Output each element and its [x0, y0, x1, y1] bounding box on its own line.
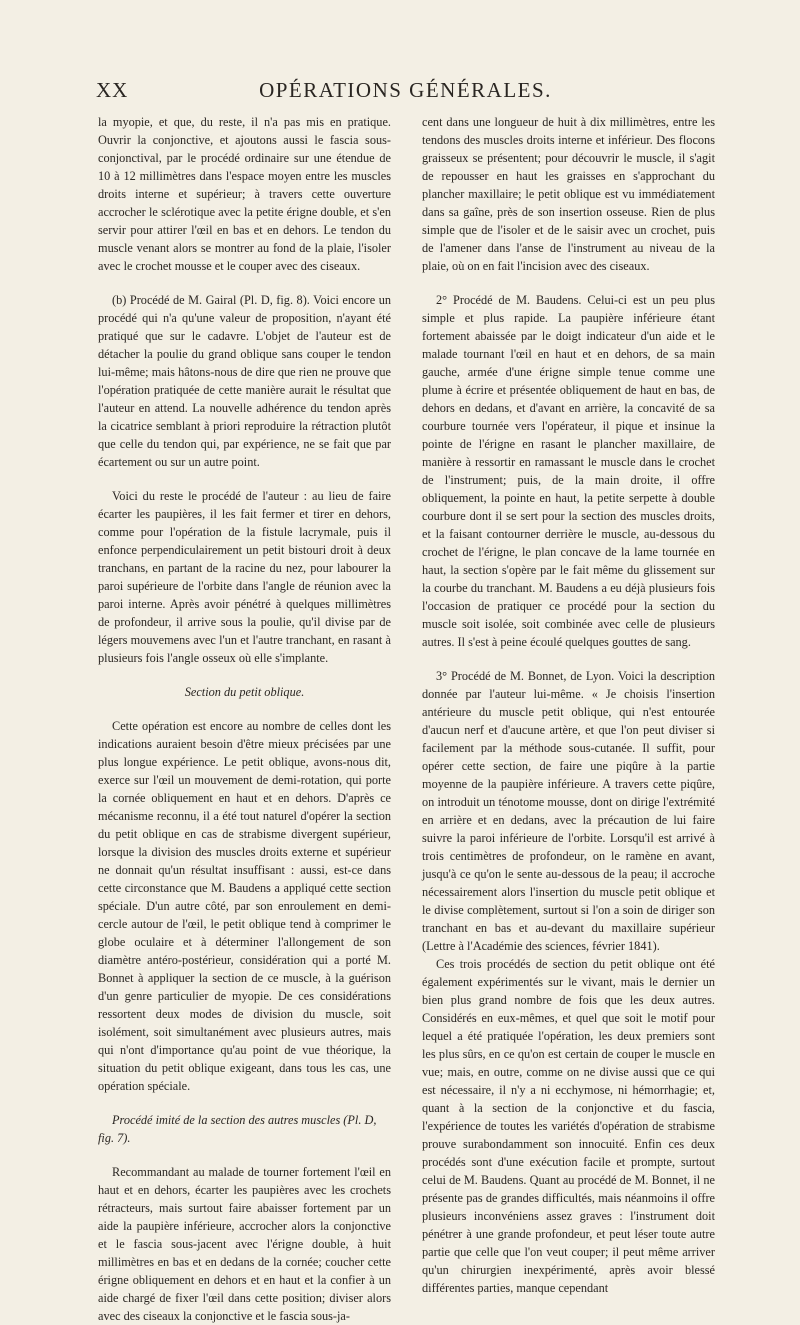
paragraph: (b) Procédé de M. Gairal (Pl. D, fig. 8). Voici encore un procédé qui n'a qu'une valeur de proposition, n'ayant été pratiqué que sur le cadavre. L'objet de l'auteur est de détacher la poulie du grand oblique sans couper le tendon lui-même; mais hâtons-nous de dire que rien ne prouve que l'opération pratiquée de cette manière aurait le résultat que l'auteur en attend. La nouvelle adhérence du tendon après la cicatrice semblant à priori reproduire la rétraction plutôt que celle du tendon qui, par expérience, ne se fait que par écartement ou sur un autre point.	[98, 293, 391, 469]
subsection-heading: Procédé imité de la section des autres muscles (Pl. D, fig. 7).	[98, 1113, 377, 1145]
paragraph: Voici du reste le procédé de l'auteur : au lieu de faire écarter les paupières, il les fait fermer et tirer en dehors, comme pour l'opération de la fistule lacrymale, puis il enfonce perpendiculairement un petit bistouri droit à deux tranchans, en partant de la racine du nez, pour labourer la paroi supérieure de l'orbite dans l'angle de réunion avec la paroi interne. Après avoir pénétré à quelques millimètres de profondeur, il arrive sous la poulie, qu'il divise par de légers mouvemens avec l'un et l'autre tranchant, en rasant à plusieurs fois l'angle osseux où elle s'implante.	[98, 489, 391, 665]
right-column	[422, 113, 715, 1297]
paragraph: cent dans une longueur de huit à dix millimètres, entre les tendons des muscles droits interne et inférieur. Des flocons graisseux se présentent; pour découvrir le muscle, il s'agit de repousser en haut les graisses en s'approchant du plancher maxillaire; le petit oblique est vu immédiatement dans sa gaîne, près de son insertion osseuse. Rien de plus simple que de l'isoler et de le saisir avec un crochet, puis de l'amener dans l'anse de l'instrument au niveau de la plaie, où on en fait l'incision avec des ciseaux.	[422, 115, 715, 273]
paragraph: 3° Procédé de M. Bonnet, de Lyon. Voici la description donnée par l'auteur lui-même. « Je choisis l'insertion antérieure du muscle petit oblique, qui n'est entourée d'aucun nerf et d'aucune artère, et que l'on peut diviser si facilement par la méthode sous-cutanée. Il suffit, pour opérer cette section, de faire une piqûre à la partie moyenne de la paupière inférieure. A travers cette piqûre, on introduit un ténotome mousse, dont on dirige l'extrémité en arrière et en dedans, avec la précaution de lui faire suivre la paroi inférieure de l'orbite. Lorsqu'il est arrivé à trois centimètres de profondeur, on le ramène en avant, jusqu'à ce qu'on le sente au-dessous de la peau; il accroche nécessairement alors l'insertion du muscle petit oblique et le divise complètement, surtout si l'on a soin de diriger son tranchant en bas et au-devant du maxillaire supérieur (Lettre à l'Académie des sciences, février 1841).	[422, 669, 715, 953]
paragraph: la myopie, et que, du reste, il n'a pas mis en pratique. Ouvrir la conjonctive, et ajoutons aussi le fascia sous-conjonctival, par le procédé ordinaire sur une étendue de 10 à 12 millimètres dans l'espace moyen entre les muscles droits interne et supérieur; à travers cette ouverture accrocher le sclérotique avec la petite érigne double, et s'en servir pour attirer l'œil en bas et en dehors. Le tendon du muscle venant alors se montrer au fond de la plaie, l'isoler avec le crochet mousse et le couper avec des ciseaux.	[98, 115, 391, 273]
page-header	[96, 78, 715, 106]
paragraph: 2° Procédé de M. Baudens. Celui-ci est un peu plus simple et plus rapide. La paupière inférieure étant fortement abaissée par le doigt indicateur d'un aide et le malade tournant l'œil en haut et en dehors, de sa main gauche, armée d'une érigne simple tenue comme une plume à écrire et présentée obliquement de haut en bas, de dehors en dedans, et d'avant en arrière, la concavité de sa courbure tournée vers l'opérateur, il pique et insinue la pointe de l'érigne en rasant le plancher maxillaire, de manière à ressortir en ramassant le muscle dans le crochet de l'instrument; puis, de la main droite, il offre obliquement, la pointe en haut, la petite serpette à double courbure dont il se sert pour la section des muscles droits, et la faisant contourner derrière le muscle, au-dessous du crochet de l'érigne, le plan concave de la lame tournée en haut, la section s'opère par le fait même du glissement sur la courbe du tranchant. M. Baudens a eu déjà plusieurs fois l'occasion de pratiquer ce procédé pour la section du muscle soit isolée, soit combinée avec celle de plusieurs autres. Il s'est à peine écoulé quelques gouttes de sang.	[422, 293, 715, 649]
section-heading: Section du petit oblique.	[184, 685, 305, 699]
left-column	[98, 113, 391, 1325]
paragraph: Ces trois procédés de section du petit oblique ont été également expérimentés sur le vivant, mais le dernier un bien plus grand nombre de fois que les deux autres. Considérés en eux-mêmes, et quel que soit le motif pour lequel a été pratiquée l'opération, les deux premiers sont les plus sûrs, en ce qu'on est certain de couper le muscle en vue; mais, en outre, comme on ne divise aussi que ce qui est nécessaire, il n'y a ni ecchymose, ni hémorrhagie; et, quant à la section de la conjonctive et du fascia, l'expérience de toutes les variétés d'opération de strabisme prouve surabondamment son innocuité. Enfin ces deux procédés sont d'une exécution facile et prompte, surtout celui de M. Baudens. Quant au procédé de M. Bonnet, il ne présente pas de grandes difficultés, mais néanmoins il offre plusieurs inconvéniens assez graves : l'instrument doit pénétrer à une grande profondeur, et peut léser toute autre partie que celle que l'on veut couper; il peut même arriver qu'un chirurgien inexpérimenté, après avoir blessé différentes parties, manque cependant	[422, 957, 715, 1295]
paragraph: Recommandant au malade de tourner fortement l'œil en haut et en dehors, écarter les paupières avec les crochets rétracteurs, mais surtout faire abaisser fortement par un aide la paupière inférieure, accrocher alors la conjonctive et le fascia sous-jacent avec l'érigne double, à huit millimètres en bas et en dedans de la cornée; coucher cette érigne obliquement en dehors et en haut et la confier à un aide chargé de fixer l'œil dans cette position; diviser alors avec des ciseaux la conjonctive et le fascia sous-ja-	[98, 1165, 391, 1323]
page-number: XX	[96, 78, 129, 102]
running-title: OPÉRATIONS GÉNÉRALES.	[259, 78, 552, 102]
paragraph: Cette opération est encore au nombre de celles dont les indications auraient besoin d'être mieux précisées par une plus longue expérience. Le petit oblique, avons-nous dit, exerce sur l'œil un mouvement de demi-rotation, qui porte la cornée obliquement en haut et en dehors. D'après ce mécanisme reconnu, il a été tout naturel d'opérer la section du petit oblique en cas de strabisme divergent supérieur, lorsque la division des muscles droits externe et supérieur ne donnait qu'un résultat insuffisant : aussi, est-ce dans cette circonstance que M. Baudens a appliqué cette section spéciale. D'un autre côté, par son enroulement en demi-cercle autour de l'œil, le petit oblique tend à comprimer le globe oculaire et à déterminer l'allongement de son diamètre antéro-postérieur, considération qui a porté M. Bonnet à appliquer la section de ce muscle, à la guérison d'un genre particulier de myopie. De ces considérations ressortent deux modes de division du muscle, soit isolément, soit simultanément avec plusieurs autres, mais qui n'ont d'importance qu'au point de vue théorique, la situation du petit oblique exigeant, dans tous les cas, une opération spéciale.	[98, 719, 391, 1093]
